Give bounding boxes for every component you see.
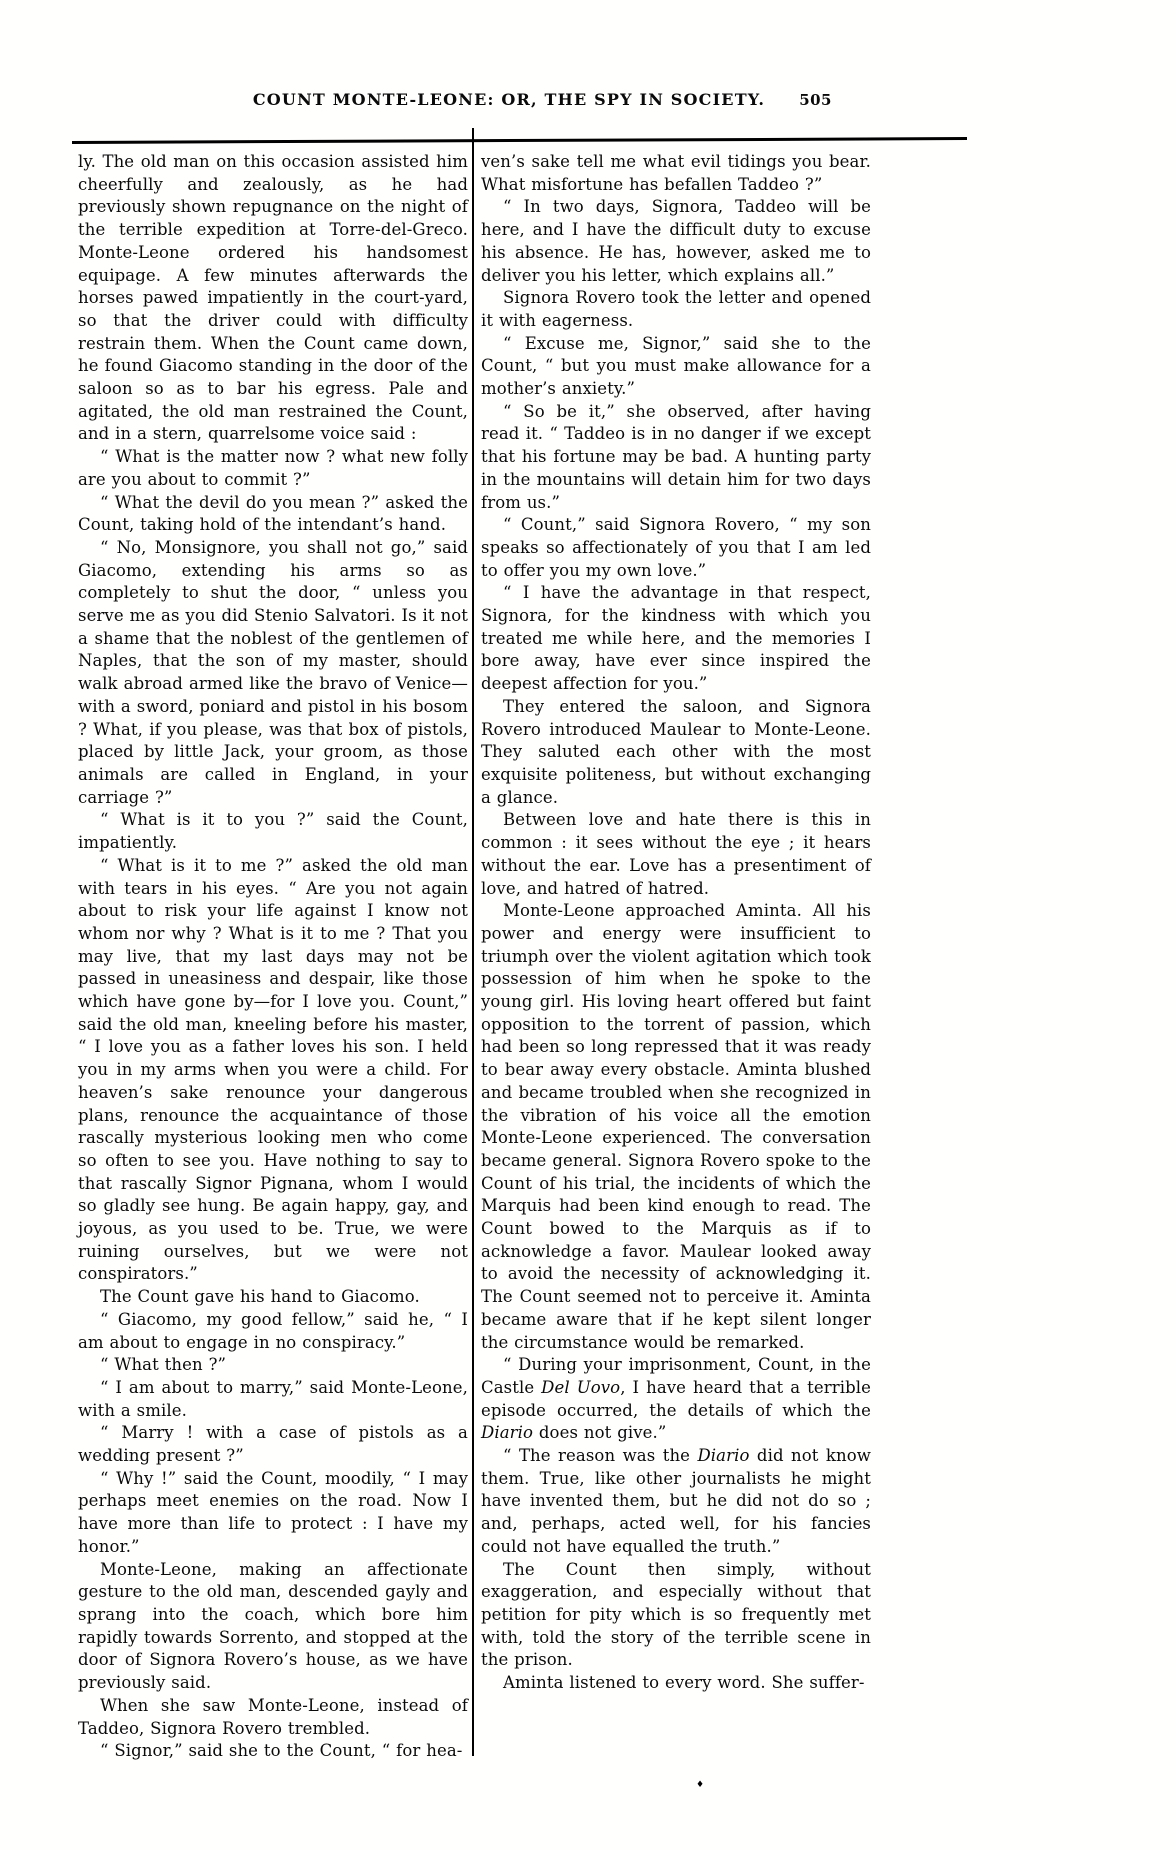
text-run: They entered the saloon, and Signora Rovero introduced Maulear to Monte-Leone. They saluted each other with the most exquisite politeness, but without exchanging a glance.: [481, 696, 871, 807]
paragraph: [481, 514, 871, 582]
text-run: ly. The old man on this occasion assisted him cheerfully and zealously, as he had previously shown repugnance on the night of the terrible expedition at Torre-del-Greco. Monte-Leone ordered his handsomest equipage. A few minutes afterwards the horses pawed impatiently in the court-yard, so that the driver could with difficulty restrain them. When the Count came down, he found Giacomo standing in the door of the saloon so as to bar his egress. Pale and agitated, the old man restrained the Count, and in a stern, quarrelsome voice said :: [78, 152, 468, 444]
text-run: “ What the devil do you mean ?” asked the Count, taking hold of the intendant’s hand.: [78, 492, 468, 535]
paragraph: [78, 1559, 468, 1695]
paragraph: [481, 287, 871, 332]
italic-text-run: Del Uovo: [541, 1377, 621, 1397]
paragraph: [481, 582, 871, 696]
header-rule: [72, 137, 967, 144]
text-run: did not know them. True, like other journalists he might have invented them, but he did not do so ; and, perhaps, acted well, for his fancies could not have equalled the truth.”: [481, 1446, 872, 1556]
text-run: Between love and hate there is this in common : it sees without the eye ; it hears without the ear. Love has a presentiment of love, and hatred of hatred.: [481, 810, 871, 898]
text-run: “ During your imprisonment, Count, in the Castle: [481, 1355, 871, 1397]
column-right: [481, 151, 871, 1695]
paragraph: [78, 1286, 468, 1309]
italic-text-run: Diario: [481, 1423, 534, 1443]
paragraph: [481, 1672, 871, 1695]
paragraph: [78, 1695, 468, 1740]
text-run: ven’s sake tell me what evil tidings you bear. What misfortune has befallen Taddeo ?”: [481, 152, 871, 194]
footer-ornament: ♦: [696, 1780, 705, 1790]
paragraph: [481, 1354, 871, 1445]
column-left: [78, 151, 468, 1763]
text-run: “ Signor,” said she to the Count, “ for hea-: [100, 1741, 463, 1761]
text-run: “ I have the advantage in that respect, Signora, for the kindness with which you treated me while here, and the memories I bore away, have ever since inspired the deepest affection for you.”: [481, 583, 871, 694]
text-run: “ In two days, Signora, Taddeo will be here, and I have the difficult duty to excuse his absence. He has, however, asked me to deliver you his letter, which explains all.”: [481, 197, 871, 285]
text-run: Monte-Leone approached Aminta. All his power and energy were insufficient to triumph over the violent agitation which took possession of him when he spoke to the young girl. His loving heart offered but faint opposition to the torrent of passion, which had been so long repressed that it was ready to bear away every obstacle. Aminta blushed and became troubled when she recognized in the vibration of his voice all the emotion Monte-Leone experienced. The conversation became general. Signora Rovero spoke to the Count of his trial, the incidents of which the Marquis had been kind enough to read. The Count bowed to the Marquis as if to acknowledge a favor. Maulear looked away to avoid the necessity of acknowledging it. The Count seemed not to perceive it. Aminta became aware that if he kept silent longer the circumstance would be remarked.: [481, 901, 871, 1352]
paragraph: [78, 1377, 468, 1422]
text-run: “ So be it,” she observed, after having read it. “ Taddeo is in no danger if we except that his fortune may be bad. A hunting party in the mountains will detain him for two days from us.”: [481, 401, 871, 512]
paragraph: [481, 809, 871, 900]
paragraph: [78, 1354, 468, 1377]
text-run: “ Why !” said the Count, moodily, “ I may perhaps meet enemies on the road. Now I have more than life to protect : I have my honor.”: [78, 1468, 468, 1556]
text-run: Signora Rovero took the letter and opened it with eagerness.: [481, 288, 871, 330]
paragraph: [481, 333, 871, 401]
text-run: “ What is it to you ?” said the Count, impatiently.: [78, 810, 468, 853]
text-run: does not give.”: [533, 1423, 667, 1443]
paragraph: [481, 151, 871, 196]
text-run: “ What is it to me ?” asked the old man with tears in his eyes. “ Are you not again about to risk your life against I know not whom nor why ? What is it to me ? That you may live, that my last days may not be passed in uneasiness and despair, like those which have gone by—for I love you. Count,” said the old man, kneeling before his master, “ I love you as a father loves his son. I held you in my arms when you were a child. For heaven’s sake renounce your dangerous plans, renounce the acquaintance of those rascally mysterious looking men who come so often to see you. Have nothing to say to that rascally Signor Pignana, whom I would so gladly see hung. Be again happy, gay, and joyous, as you used to be. True, we were ruining ourselves, but we were not conspirators.”: [78, 855, 468, 1284]
paragraph: [78, 1422, 468, 1467]
text-run: “ What is the matter now ? what new folly are you about to commit ?”: [78, 447, 468, 489]
paragraph: [78, 1309, 468, 1354]
page-number: 505: [799, 91, 832, 109]
paragraph: [481, 1445, 871, 1559]
text-run: “ Excuse me, Signor,” said she to the Count, “ but you must make allowance for a mother’s anxiety.”: [481, 333, 871, 399]
paragraph: [481, 196, 871, 287]
paragraph: [481, 1559, 871, 1673]
paragraph: [78, 151, 468, 446]
text-run: Monte-Leone, making an affectionate gesture to the old man, descended gayly and sprang into the coach, which bore him rapidly towards Sorrento, and stopped at the door of Signora Rovero’s house, as we have previously said.: [78, 1559, 468, 1693]
column-divider: [472, 128, 474, 1756]
paragraph: [78, 855, 468, 1286]
text-run: “ Giacomo, my good fellow,” said he, “ I am about to engage in no conspiracy.”: [78, 1309, 468, 1352]
text-run: “ Marry ! with a case of pistols as a wedding present ?”: [78, 1423, 468, 1466]
paragraph: [78, 537, 468, 809]
text-run: The Count gave his hand to Giacomo.: [100, 1287, 420, 1307]
paragraph: [78, 1468, 468, 1559]
text-run: “ The reason was the: [503, 1446, 698, 1466]
italic-text-run: Diario: [697, 1446, 750, 1466]
text-run: “ What then ?”: [100, 1355, 227, 1375]
page-title: COUNT MONTE-LEONE: OR, THE SPY IN SOCIETY.: [252, 90, 766, 109]
paragraph: [481, 401, 871, 515]
paragraph: [481, 696, 871, 810]
text-run: When she saw Monte-Leone, instead of Taddeo, Signora Rovero trembled.: [78, 1695, 468, 1738]
text-run: “ Count,” said Signora Rovero, “ my son speaks so affectionately of you that I am led to offer you my own love.”: [481, 515, 871, 580]
text-run: , I have heard that a terrible episode occurred, the details of which the: [481, 1377, 871, 1420]
text-run: The Count then simply, without exaggeration, and especially without that petition for pity which is so frequently met with, told the story of the terrible scene in the prison.: [481, 1559, 871, 1670]
paragraph: [78, 809, 468, 854]
paragraph: [78, 446, 468, 491]
paragraph: [78, 1740, 468, 1763]
running-header: [78, 90, 1000, 116]
text-run: “ I am about to marry,” said Monte-Leone, with a smile.: [78, 1377, 468, 1420]
text-run: Aminta listened to every word. She suffer-: [503, 1673, 865, 1693]
paragraph: [481, 900, 871, 1354]
paragraph: [78, 492, 468, 537]
text-run: “ No, Monsignore, you shall not go,” said Giacomo, extending his arms so as completely to shut the door, “ unless you serve me as you did Stenio Salvatori. Is it not a shame that the noblest of the gentlemen of Naples, that the son of my master, should walk abroad armed like the bravo of Venice—with a sword, poniard and pistol in his bosom ? What, if you please, was that box of pistols, placed by little Jack, your groom, as those animals are called in England, in your carriage ?”: [78, 537, 468, 807]
